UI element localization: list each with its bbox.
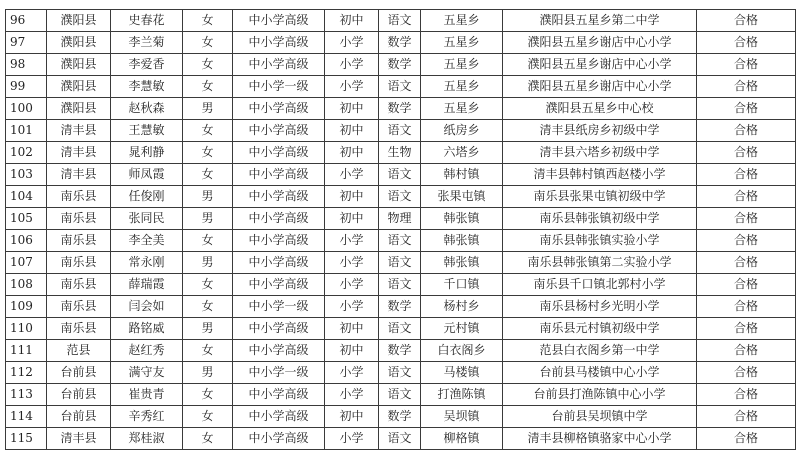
gender-cell: 女 bbox=[183, 274, 233, 296]
township-cell: 纸房乡 bbox=[421, 120, 503, 142]
gender-cell: 男 bbox=[183, 208, 233, 230]
title-level-cell: 中小学高级 bbox=[233, 54, 325, 76]
school-name-cell: 南乐县千口镇北郭村小学 bbox=[503, 274, 697, 296]
school-name-cell: 濮阳县五星乡谢店中心小学 bbox=[503, 32, 697, 54]
subject-cell: 数学 bbox=[379, 296, 421, 318]
title-level-cell: 中小学高级 bbox=[233, 142, 325, 164]
table-row bbox=[6, 274, 796, 296]
school-level-cell: 小学 bbox=[325, 252, 379, 274]
title-level-cell: 中小学高级 bbox=[233, 120, 325, 142]
table-row bbox=[6, 296, 796, 318]
township-cell: 白衣阁乡 bbox=[421, 340, 503, 362]
row-number-cell: 113 bbox=[6, 384, 47, 406]
title-level-cell: 中小学高级 bbox=[233, 98, 325, 120]
subject-cell: 数学 bbox=[379, 406, 421, 428]
title-level-cell: 中小学高级 bbox=[233, 274, 325, 296]
school-name-cell: 南乐县杨村乡光明小学 bbox=[503, 296, 697, 318]
result-cell: 合格 bbox=[697, 54, 796, 76]
county-cell: 南乐县 bbox=[47, 230, 111, 252]
county-cell: 南乐县 bbox=[47, 252, 111, 274]
county-cell: 南乐县 bbox=[47, 274, 111, 296]
gender-cell: 男 bbox=[183, 186, 233, 208]
roster-body bbox=[6, 10, 796, 450]
result-cell: 合格 bbox=[697, 318, 796, 340]
county-cell: 台前县 bbox=[47, 406, 111, 428]
row-number-cell: 97 bbox=[6, 32, 47, 54]
school-name-cell: 南乐县韩张镇实验小学 bbox=[503, 230, 697, 252]
table-row bbox=[6, 252, 796, 274]
result-cell: 合格 bbox=[697, 10, 796, 32]
title-level-cell: 中小学高级 bbox=[233, 208, 325, 230]
township-cell: 五星乡 bbox=[421, 98, 503, 120]
township-cell: 五星乡 bbox=[421, 54, 503, 76]
gender-cell: 女 bbox=[183, 142, 233, 164]
township-cell: 五星乡 bbox=[421, 76, 503, 98]
township-cell: 马楼镇 bbox=[421, 362, 503, 384]
row-number-cell: 100 bbox=[6, 98, 47, 120]
subject-cell: 语文 bbox=[379, 76, 421, 98]
teacher-name-cell: 史春花 bbox=[111, 10, 183, 32]
title-level-cell: 中小学一级 bbox=[233, 76, 325, 98]
roster-table bbox=[5, 9, 796, 450]
gender-cell: 女 bbox=[183, 406, 233, 428]
row-number-cell: 103 bbox=[6, 164, 47, 186]
school-level-cell: 初中 bbox=[325, 340, 379, 362]
county-cell: 濮阳县 bbox=[47, 54, 111, 76]
row-number-cell: 112 bbox=[6, 362, 47, 384]
table-row bbox=[6, 32, 796, 54]
row-number-cell: 96 bbox=[6, 10, 47, 32]
teacher-name-cell: 辛秀红 bbox=[111, 406, 183, 428]
county-cell: 濮阳县 bbox=[47, 76, 111, 98]
row-number-cell: 105 bbox=[6, 208, 47, 230]
title-level-cell: 中小学高级 bbox=[233, 10, 325, 32]
school-name-cell: 清丰县韩村镇西赵楼小学 bbox=[503, 164, 697, 186]
row-number-cell: 110 bbox=[6, 318, 47, 340]
table-row bbox=[6, 208, 796, 230]
gender-cell: 男 bbox=[183, 362, 233, 384]
school-level-cell: 小学 bbox=[325, 428, 379, 450]
school-level-cell: 小学 bbox=[325, 362, 379, 384]
gender-cell: 女 bbox=[183, 296, 233, 318]
school-name-cell: 濮阳县五星乡中心校 bbox=[503, 98, 697, 120]
county-cell: 台前县 bbox=[47, 384, 111, 406]
gender-cell: 女 bbox=[183, 164, 233, 186]
teacher-name-cell: 赵红秀 bbox=[111, 340, 183, 362]
subject-cell: 生物 bbox=[379, 142, 421, 164]
township-cell: 杨村乡 bbox=[421, 296, 503, 318]
table-row bbox=[6, 230, 796, 252]
title-level-cell: 中小学一级 bbox=[233, 296, 325, 318]
row-number-cell: 99 bbox=[6, 76, 47, 98]
table-row bbox=[6, 54, 796, 76]
result-cell: 合格 bbox=[697, 406, 796, 428]
table-row bbox=[6, 164, 796, 186]
gender-cell: 女 bbox=[183, 428, 233, 450]
township-cell: 五星乡 bbox=[421, 10, 503, 32]
school-name-cell: 南乐县韩张镇第二实验小学 bbox=[503, 252, 697, 274]
teacher-name-cell: 崔贵青 bbox=[111, 384, 183, 406]
title-level-cell: 中小学高级 bbox=[233, 230, 325, 252]
teacher-name-cell: 李爱香 bbox=[111, 54, 183, 76]
teacher-name-cell: 赵秋森 bbox=[111, 98, 183, 120]
table-row bbox=[6, 76, 796, 98]
teacher-name-cell: 常永刚 bbox=[111, 252, 183, 274]
school-name-cell: 台前县吴坝镇中学 bbox=[503, 406, 697, 428]
table-row bbox=[6, 318, 796, 340]
subject-cell: 语文 bbox=[379, 318, 421, 340]
county-cell: 清丰县 bbox=[47, 120, 111, 142]
teacher-name-cell: 郑桂淑 bbox=[111, 428, 183, 450]
township-cell: 韩张镇 bbox=[421, 230, 503, 252]
school-name-cell: 濮阳县五星乡谢店中心小学 bbox=[503, 54, 697, 76]
title-level-cell: 中小学高级 bbox=[233, 318, 325, 340]
school-level-cell: 初中 bbox=[325, 10, 379, 32]
gender-cell: 男 bbox=[183, 318, 233, 340]
subject-cell: 语文 bbox=[379, 362, 421, 384]
table-row bbox=[6, 340, 796, 362]
subject-cell: 语文 bbox=[379, 120, 421, 142]
title-level-cell: 中小学高级 bbox=[233, 340, 325, 362]
school-level-cell: 初中 bbox=[325, 142, 379, 164]
teacher-name-cell: 王慧敏 bbox=[111, 120, 183, 142]
title-level-cell: 中小学高级 bbox=[233, 186, 325, 208]
subject-cell: 数学 bbox=[379, 98, 421, 120]
result-cell: 合格 bbox=[697, 32, 796, 54]
subject-cell: 数学 bbox=[379, 340, 421, 362]
subject-cell: 语文 bbox=[379, 252, 421, 274]
school-level-cell: 初中 bbox=[325, 120, 379, 142]
school-level-cell: 小学 bbox=[325, 296, 379, 318]
county-cell: 范县 bbox=[47, 340, 111, 362]
township-cell: 韩村镇 bbox=[421, 164, 503, 186]
title-level-cell: 中小学高级 bbox=[233, 406, 325, 428]
subject-cell: 语文 bbox=[379, 10, 421, 32]
title-level-cell: 中小学一级 bbox=[233, 362, 325, 384]
subject-cell: 语文 bbox=[379, 428, 421, 450]
school-level-cell: 小学 bbox=[325, 274, 379, 296]
subject-cell: 语文 bbox=[379, 230, 421, 252]
school-level-cell: 小学 bbox=[325, 384, 379, 406]
county-cell: 南乐县 bbox=[47, 296, 111, 318]
table-row bbox=[6, 142, 796, 164]
teacher-name-cell: 闫会如 bbox=[111, 296, 183, 318]
township-cell: 韩张镇 bbox=[421, 252, 503, 274]
table-row bbox=[6, 98, 796, 120]
table-row bbox=[6, 384, 796, 406]
subject-cell: 语文 bbox=[379, 384, 421, 406]
school-level-cell: 初中 bbox=[325, 318, 379, 340]
result-cell: 合格 bbox=[697, 362, 796, 384]
title-level-cell: 中小学高级 bbox=[233, 384, 325, 406]
school-name-cell: 南乐县张果屯镇初级中学 bbox=[503, 186, 697, 208]
teacher-name-cell: 薛瑞霞 bbox=[111, 274, 183, 296]
school-name-cell: 濮阳县五星乡谢店中心小学 bbox=[503, 76, 697, 98]
school-level-cell: 初中 bbox=[325, 98, 379, 120]
row-number-cell: 115 bbox=[6, 428, 47, 450]
county-cell: 南乐县 bbox=[47, 208, 111, 230]
result-cell: 合格 bbox=[697, 208, 796, 230]
result-cell: 合格 bbox=[697, 76, 796, 98]
teacher-name-cell: 李兰菊 bbox=[111, 32, 183, 54]
row-number-cell: 106 bbox=[6, 230, 47, 252]
township-cell: 吴坝镇 bbox=[421, 406, 503, 428]
title-level-cell: 中小学高级 bbox=[233, 164, 325, 186]
result-cell: 合格 bbox=[697, 164, 796, 186]
township-cell: 张果屯镇 bbox=[421, 186, 503, 208]
school-level-cell: 初中 bbox=[325, 406, 379, 428]
township-cell: 打渔陈镇 bbox=[421, 384, 503, 406]
result-cell: 合格 bbox=[697, 274, 796, 296]
table-row bbox=[6, 186, 796, 208]
row-number-cell: 111 bbox=[6, 340, 47, 362]
result-cell: 合格 bbox=[697, 120, 796, 142]
result-cell: 合格 bbox=[697, 98, 796, 120]
teacher-name-cell: 晁利静 bbox=[111, 142, 183, 164]
school-name-cell: 南乐县韩张镇初级中学 bbox=[503, 208, 697, 230]
result-cell: 合格 bbox=[697, 252, 796, 274]
county-cell: 清丰县 bbox=[47, 164, 111, 186]
school-level-cell: 小学 bbox=[325, 54, 379, 76]
result-cell: 合格 bbox=[697, 340, 796, 362]
table-row bbox=[6, 362, 796, 384]
row-number-cell: 109 bbox=[6, 296, 47, 318]
county-cell: 清丰县 bbox=[47, 142, 111, 164]
subject-cell: 数学 bbox=[379, 32, 421, 54]
county-cell: 台前县 bbox=[47, 362, 111, 384]
school-level-cell: 小学 bbox=[325, 76, 379, 98]
school-name-cell: 清丰县六塔乡初级中学 bbox=[503, 142, 697, 164]
county-cell: 濮阳县 bbox=[47, 10, 111, 32]
township-cell: 五星乡 bbox=[421, 32, 503, 54]
township-cell: 韩张镇 bbox=[421, 208, 503, 230]
result-cell: 合格 bbox=[697, 142, 796, 164]
roster-sheet bbox=[5, 9, 795, 450]
subject-cell: 语文 bbox=[379, 274, 421, 296]
gender-cell: 男 bbox=[183, 252, 233, 274]
township-cell: 元村镇 bbox=[421, 318, 503, 340]
school-name-cell: 南乐县元村镇初级中学 bbox=[503, 318, 697, 340]
result-cell: 合格 bbox=[697, 186, 796, 208]
school-name-cell: 清丰县柳格镇骆家中心小学 bbox=[503, 428, 697, 450]
school-name-cell: 范县白衣阁乡第一中学 bbox=[503, 340, 697, 362]
title-level-cell: 中小学高级 bbox=[233, 428, 325, 450]
row-number-cell: 98 bbox=[6, 54, 47, 76]
school-level-cell: 小学 bbox=[325, 32, 379, 54]
township-cell: 千口镇 bbox=[421, 274, 503, 296]
school-level-cell: 初中 bbox=[325, 208, 379, 230]
result-cell: 合格 bbox=[697, 384, 796, 406]
result-cell: 合格 bbox=[697, 296, 796, 318]
subject-cell: 语文 bbox=[379, 186, 421, 208]
gender-cell: 女 bbox=[183, 340, 233, 362]
teacher-name-cell: 张同民 bbox=[111, 208, 183, 230]
gender-cell: 女 bbox=[183, 10, 233, 32]
subject-cell: 数学 bbox=[379, 54, 421, 76]
teacher-name-cell: 任俊刚 bbox=[111, 186, 183, 208]
title-level-cell: 中小学高级 bbox=[233, 32, 325, 54]
school-level-cell: 初中 bbox=[325, 186, 379, 208]
teacher-name-cell: 李慧敏 bbox=[111, 76, 183, 98]
subject-cell: 物理 bbox=[379, 208, 421, 230]
school-level-cell: 小学 bbox=[325, 164, 379, 186]
teacher-name-cell: 师凤霞 bbox=[111, 164, 183, 186]
row-number-cell: 102 bbox=[6, 142, 47, 164]
teacher-name-cell: 满守友 bbox=[111, 362, 183, 384]
row-number-cell: 101 bbox=[6, 120, 47, 142]
gender-cell: 女 bbox=[183, 54, 233, 76]
school-name-cell: 台前县马楼镇中心小学 bbox=[503, 362, 697, 384]
table-row bbox=[6, 428, 796, 450]
row-number-cell: 104 bbox=[6, 186, 47, 208]
gender-cell: 女 bbox=[183, 32, 233, 54]
gender-cell: 女 bbox=[183, 76, 233, 98]
gender-cell: 女 bbox=[183, 230, 233, 252]
school-level-cell: 小学 bbox=[325, 230, 379, 252]
county-cell: 濮阳县 bbox=[47, 32, 111, 54]
table-row bbox=[6, 406, 796, 428]
title-level-cell: 中小学高级 bbox=[233, 252, 325, 274]
table-row bbox=[6, 120, 796, 142]
county-cell: 南乐县 bbox=[47, 318, 111, 340]
row-number-cell: 114 bbox=[6, 406, 47, 428]
township-cell: 柳格镇 bbox=[421, 428, 503, 450]
result-cell: 合格 bbox=[697, 230, 796, 252]
result-cell: 合格 bbox=[697, 428, 796, 450]
table-row bbox=[6, 10, 796, 32]
gender-cell: 女 bbox=[183, 120, 233, 142]
county-cell: 清丰县 bbox=[47, 428, 111, 450]
row-number-cell: 107 bbox=[6, 252, 47, 274]
teacher-name-cell: 路铭威 bbox=[111, 318, 183, 340]
gender-cell: 男 bbox=[183, 98, 233, 120]
school-name-cell: 濮阳县五星乡第二中学 bbox=[503, 10, 697, 32]
gender-cell: 女 bbox=[183, 384, 233, 406]
school-name-cell: 台前县打渔陈镇中心小学 bbox=[503, 384, 697, 406]
subject-cell: 语文 bbox=[379, 164, 421, 186]
row-number-cell: 108 bbox=[6, 274, 47, 296]
county-cell: 南乐县 bbox=[47, 186, 111, 208]
school-name-cell: 清丰县纸房乡初级中学 bbox=[503, 120, 697, 142]
teacher-name-cell: 李全美 bbox=[111, 230, 183, 252]
county-cell: 濮阳县 bbox=[47, 98, 111, 120]
township-cell: 六塔乡 bbox=[421, 142, 503, 164]
